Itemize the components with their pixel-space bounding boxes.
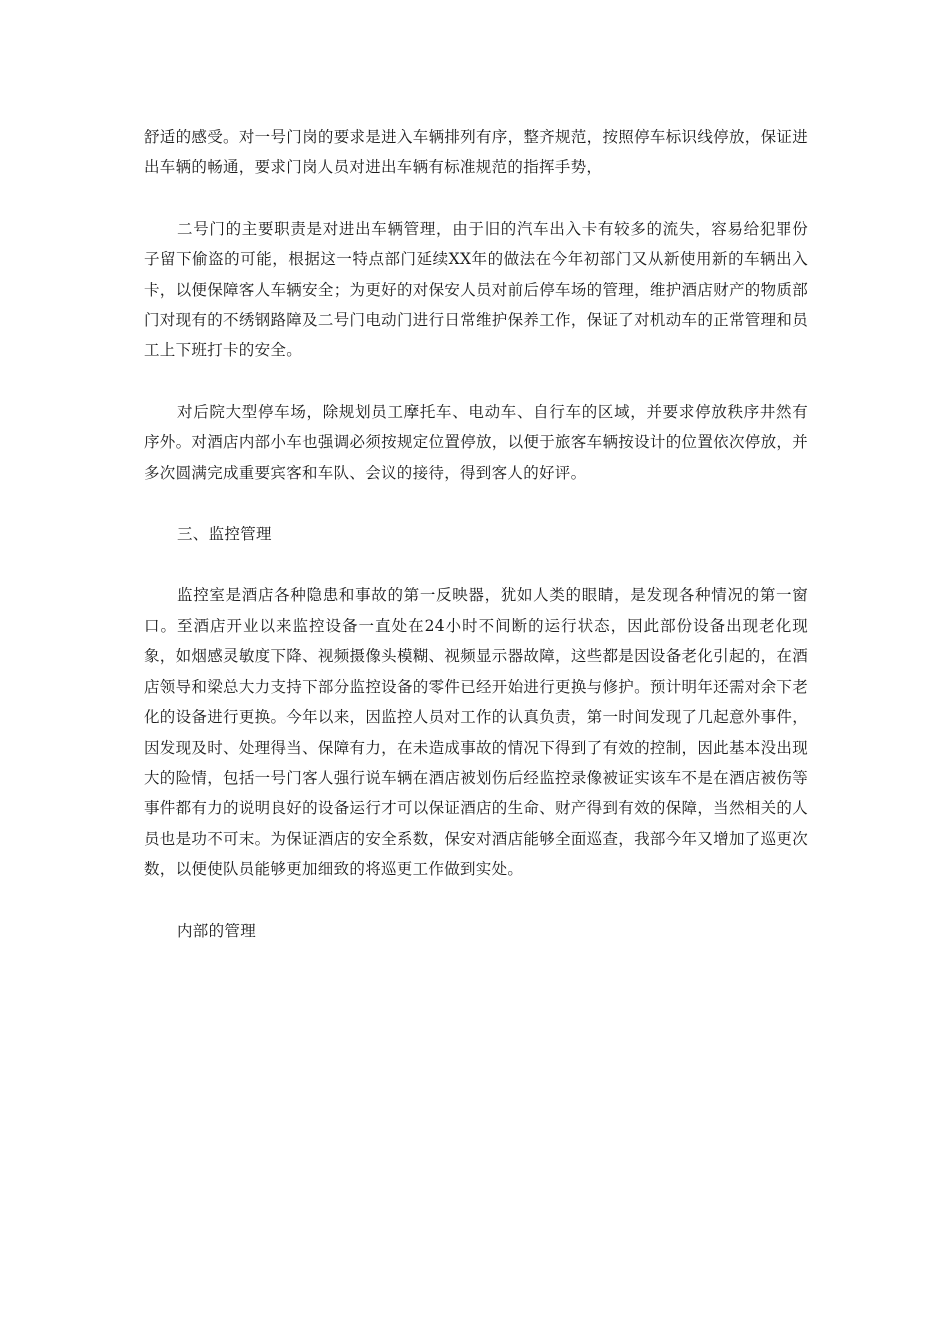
section-heading-monitoring: 三、监控管理 [177,525,272,544]
paragraph-gate-two: 二号门的主要职责是对进出车辆管理，由于旧的汽车出入卡有较多的流失，容易给犯罪份子留下偷盗的可能，根据这一特点部门延续XX年的做法在今年初部门又从新使用新的车辆出入卡，以便保障客人车辆安全；为更好的对保安人员对前后停车场的管理，维护酒店财产的物质部门对现有的不绣钢路障及二号门电动门进行日常维护保养工作，保证了对机动车的正常管理和员工上下班打卡的安全。 [144,219,808,360]
section-heading-internal: 内部的管理 [177,921,257,940]
paragraph-parking-lot: 对后院大型停车场，除规划员工摩托车、电动车、自行车的区域，并要求停放秩序井然有序外。对酒店内部小车也强调必须按规定位置停放，以便于旅客车辆按设计的位置依次停放，并多次圆满完成重要宾客和车队、会议的接待，得到客人的好评。 [144,402,808,482]
paragraph-monitoring: 监控室是酒店各种隐患和事故的第一反映器，犹如人类的眼睛，是发现各种情况的第一窗口。至酒店开业以来监控设备一直处在24小时不间断的运行状态，因此部份设备出现老化现象，如烟感灵敏度下降、视频摄像头模糊、视频显示器故障，这些都是因设备老化引起的，在酒店领导和梁总大力支持下部分监控设备的零件已经开始进行更换与修护。预计明年还需对余下老化的设备进行更换。今年以来，因监控人员对工作的认真负责，第一时间发现了几起意外事件，因发现及时、处理得当、保障有力，在未造成事故的情况下得到了有效的控制，因此基本没出现大的险情，包括一号门客人强行说车辆在酒店被划伤后经监控录像被证实该车不是在酒店被伤等事件都有力的说明良好的设备运行才可以保证酒店的生命、财产得到有效的保障，当然相关的人员也是功不可末。为保证酒店的安全系数，保安对酒店能够全面巡查，我部今年又增加了巡更次数，以便使队员能够更加细致的将巡更工作做到实处。 [144,586,808,879]
document-body [144,122,808,977]
paragraph-continued: 舒适的感受。对一号门岗的要求是进入车辆排列有序，整齐规范，按照停车标识线停放，保证进出车辆的畅通，要求门岗人员对进出车辆有标准规范的指挥手势， [144,128,808,177]
